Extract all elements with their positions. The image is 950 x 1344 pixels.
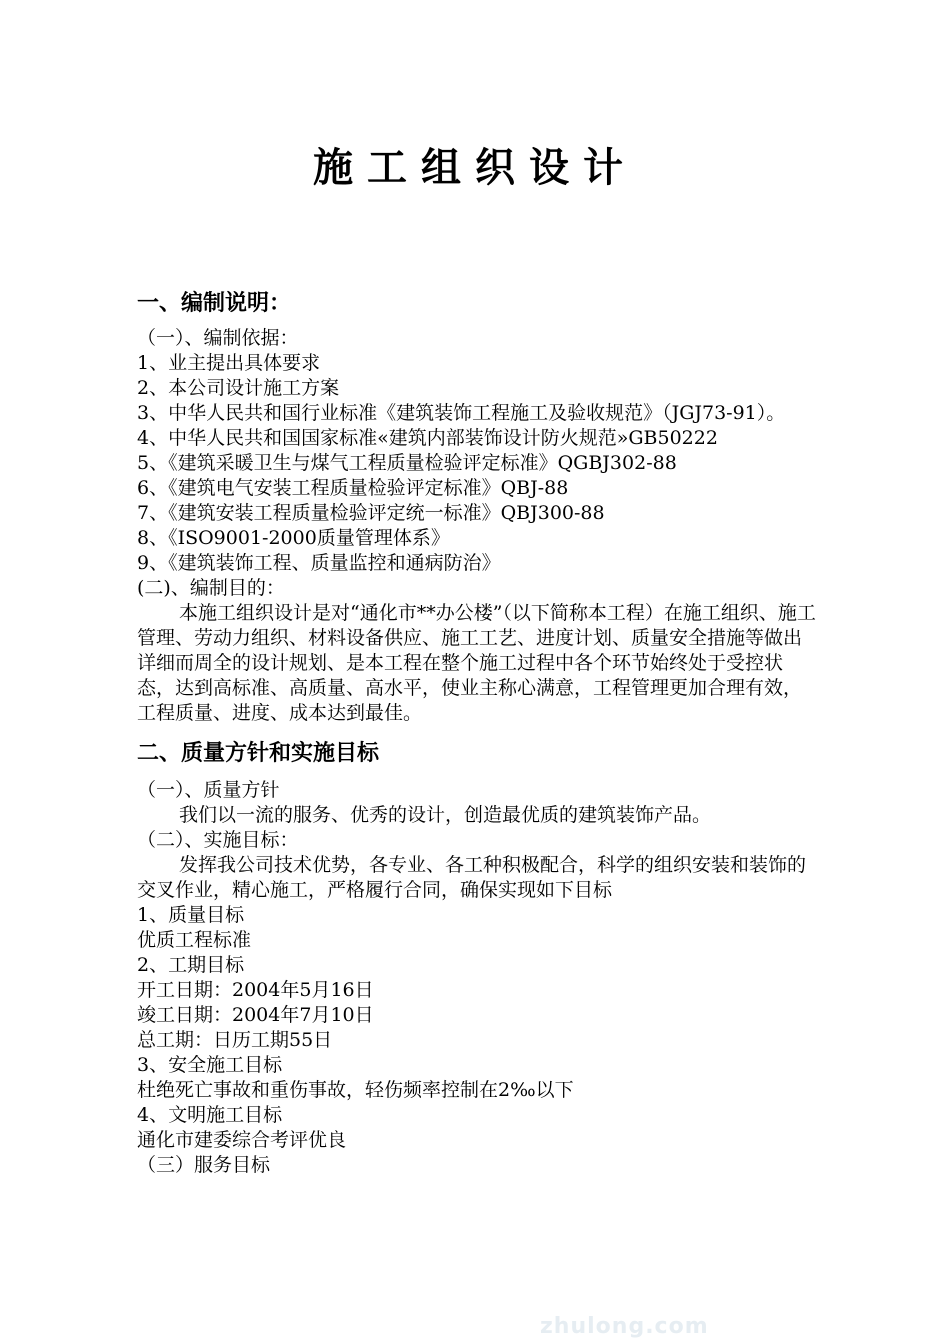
policy-paragraph: 我们以一流的服务、优秀的设计，创造最优质的建筑装饰产品。: [179, 804, 712, 826]
basis-item-5: 5、《建筑采暖卫生与煤气工程质量检验评定标准》QGBJ302-88: [137, 452, 677, 474]
basis-item-9: 9、《建筑装饰工程、质量监控和通病防治》: [137, 552, 501, 574]
document-title: 施工组织设计: [313, 145, 637, 191]
goal-line: 2、工期目标: [137, 954, 245, 976]
watermark: zhulong.com: [540, 1314, 709, 1339]
subsection-goals: （二）、实施目标：: [137, 829, 299, 851]
document-body: [137, 288, 817, 1178]
goal-line: 优质工程标准: [137, 929, 252, 951]
goal-line: 杜绝死亡事故和重伤事故，轻伤频率控制在2‰以下: [137, 1079, 574, 1101]
subsection-purpose: (二)、编制目的：: [137, 577, 285, 599]
basis-item-2: 2、本公司设计施工方案: [137, 377, 340, 399]
goal-line: 1、质量目标: [137, 904, 245, 926]
goal-line: 开工日期：2004年5月16日: [137, 979, 374, 1001]
basis-item-6: 6、《建筑电气安装工程质量检验评定标准》QBJ-88: [137, 477, 569, 499]
section-heading-1: 一、编制说明：: [137, 291, 292, 316]
goals-paragraph: 发挥我公司技术优势，各专业、各工种积极配合，科学的组织安装和装饰的交叉作业，精心施工，严格履行合同，确保实现如下目标: [137, 854, 807, 901]
subsection-basis: （一）、编制依据：: [137, 327, 299, 349]
goal-line: （三）服务目标: [137, 1154, 271, 1176]
basis-item-3: 3、中华人民共和国行业标准《建筑装饰工程施工及验收规范》（JGJ73-91）。: [137, 402, 786, 424]
basis-item-7: 7、《建筑安装工程质量检验评定统一标准》QBJ300-88: [137, 502, 605, 524]
goal-line: 3、安全施工目标: [137, 1054, 283, 1076]
goal-line: 总工期：日历工期55日: [137, 1029, 333, 1051]
goal-line: 通化市建委综合考评优良: [137, 1129, 347, 1151]
basis-item-1: 1、业主提出具体要求: [137, 352, 321, 374]
basis-item-4: 4、中华人民共和国国家标准«建筑内部装饰设计防火规范»GB50222: [137, 427, 718, 449]
basis-item-8: 8、《ISO9001-2000质量管理体系》: [137, 527, 450, 549]
goal-line: 竣工日期：2004年7月10日: [137, 1004, 374, 1026]
goal-line: 4、文明施工目标: [137, 1104, 283, 1126]
subsection-policy: （一）、质量方针: [137, 779, 280, 801]
purpose-paragraph: 本施工组织设计是对“通化市**办公楼”（以下简称本工程）在施工组织、施工管理、劳动力组织、材料设备供应、施工工艺、进度计划、质量安全措施等做出详细而周全的设计规划、是本工程在整个施工过程中各个环节始终处于受控状态，达到高标准、高质量、高水平，使业主称心满意，工程管理更加合理有效，工程质量、进度、成本达到最佳。: [137, 602, 816, 724]
section-heading-2: 二、质量方针和实施目标: [137, 741, 380, 766]
